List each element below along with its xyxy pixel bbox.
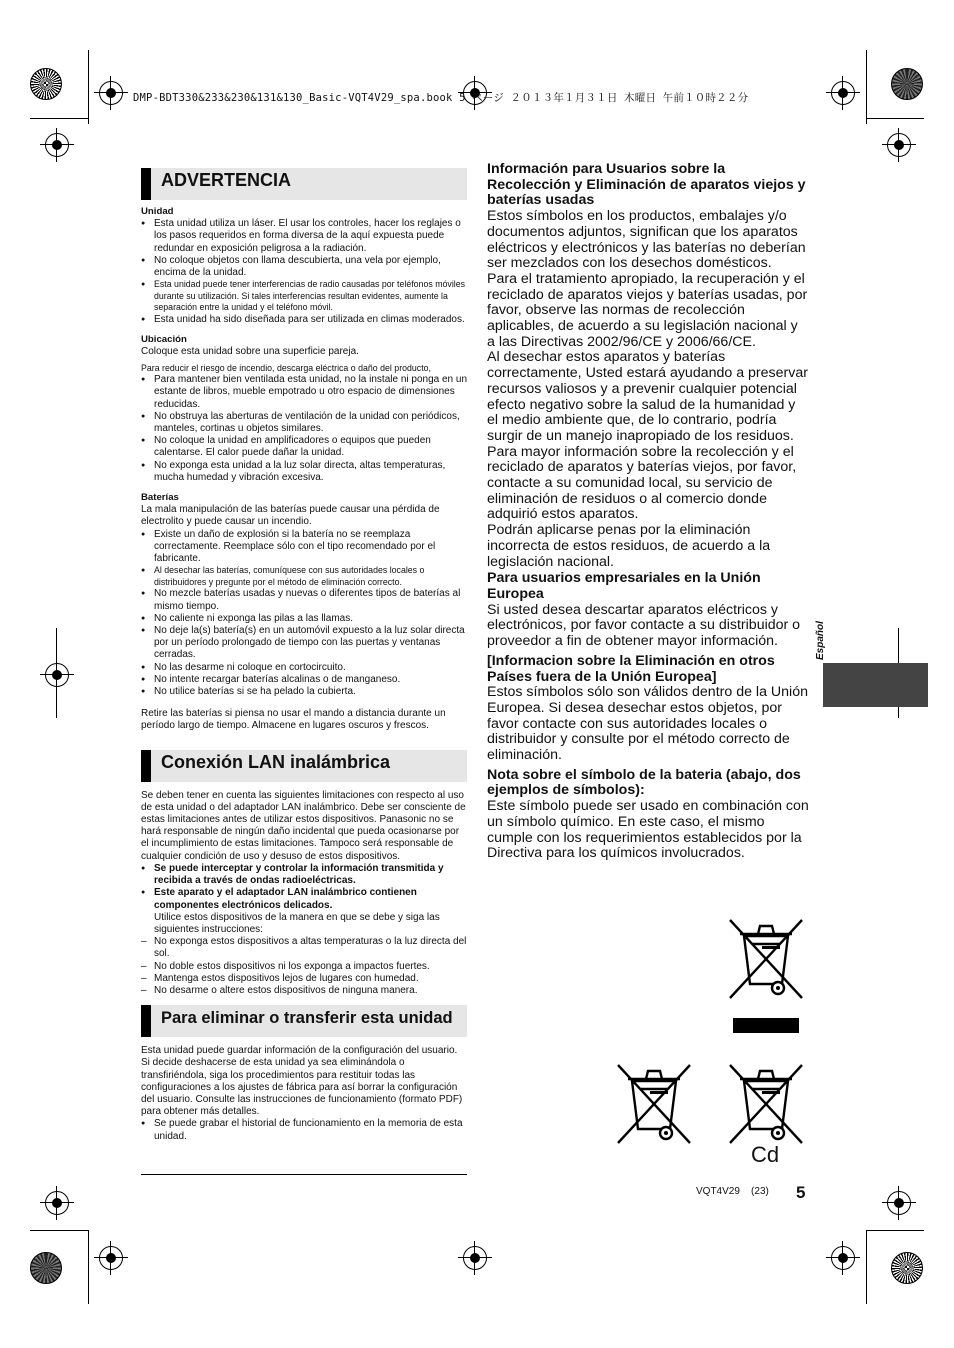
page-ref: (23)	[751, 1186, 769, 1197]
list-item: ● Para mantener bien ventilada esta unidad, no la instale ni ponga en un estante de libros, mueble empotrado u otro espacio de dimensiones reducidas.	[141, 374, 467, 411]
paragraph: Este símbolo puede ser usado en combinación con un símbolo químico. En este caso, el mismo cumple con los requerimientos establecidos por la Directiva para los químicos involucrados.	[487, 798, 809, 862]
list-item-heading: ● Este aparato y el adaptador LAN inalámbrico contienen componentes electrónicos delicados.	[154, 887, 417, 911]
list-item: ● No coloque objetos con llama descubierta, una vela por ejemplo, encima de la unidad.	[141, 255, 467, 279]
crosshair-mark	[458, 1241, 492, 1275]
paragraph: Si usted desea descartar aparatos eléctricos y electrónicos, por favor contacte a su distribuidor o proveedor a fin de obtener mayor información.	[487, 601, 801, 650]
crosshair-mark	[94, 1241, 128, 1275]
list-item: ● Se puede interceptar y controlar la información transmitida y recibida a través de ondas radioeléctricas.	[141, 863, 467, 887]
paragraph: La mala manipulación de las baterías puede causar una pérdida de electrolito y puede causar un incendio.	[141, 504, 440, 528]
unidad-list	[141, 218, 467, 326]
crop-line	[30, 1230, 88, 1231]
list-item: ● No intente recargar baterías alcalinas o de manganeso.	[141, 674, 467, 686]
subheading-baterias: Baterías	[141, 492, 179, 504]
list-item: – No exponga estos dispositivos a altas temperaturas o la luz directa del sol.	[141, 936, 467, 960]
crossed-bin-icon	[612, 1059, 696, 1149]
list-item: ● No las desarme ni coloque en cortocircuito.	[141, 662, 467, 674]
registration-starburst-bl	[30, 1252, 62, 1284]
language-tab	[823, 663, 928, 707]
lan-dash-list	[141, 936, 467, 997]
registration-starburst-tl	[30, 68, 62, 100]
chemical-symbol-cd: Cd	[751, 1142, 780, 1167]
list-item: ● Esta unidad puede tener interferencias de radio causadas por teléfonos móviles durante su utilización. Si tales interferencias resultan evidentes, aumente la separación entre la unidad y el teléfono móvil.	[141, 279, 467, 314]
list-item: ● No mezcle baterías usadas y nuevas o diferentes tipos de baterías al mismo tiempo.	[141, 588, 467, 612]
crop-line	[866, 1230, 924, 1231]
crop-line	[866, 50, 867, 124]
subheading-ubicacion: Ubicación	[141, 334, 187, 346]
crop-line	[88, 1230, 89, 1304]
list-item: ● No utilice baterías si se ha pelado la cubierta.	[141, 686, 467, 698]
paragraph: Para reducir el riesgo de incendio, descarga eléctrica o daño del producto,	[141, 362, 431, 373]
crosshair-mark	[826, 76, 860, 110]
paragraph: Coloque esta unidad sobre una superficie pareja.	[141, 346, 359, 358]
heading: Nota sobre el símbolo de la bateria (abajo, dos ejemplos de símbolos):	[487, 766, 801, 799]
list-item: ● No coloque la unidad en amplificadores o equipos que pueden calentarse. El calor puede dañar la unidad.	[141, 435, 467, 459]
registration-starburst-tr	[891, 68, 923, 100]
list-item: ● Esta unidad utiliza un láser. El usar los controles, hacer los reglajes o los pasos requeridos en forma diversa de la aquí expuesta puede redundar en exposición peligrosa a la radiación.	[141, 218, 467, 255]
right-column	[487, 162, 809, 862]
list-item: ● No caliente ni exponga las pilas a las llamas.	[141, 613, 467, 625]
list-item: – No desarme o altere estos dispositivos de ninguna manera.	[141, 985, 467, 997]
crop-line	[56, 628, 57, 718]
registration-starburst-br	[891, 1252, 923, 1284]
section-title: ADVERTENCIA	[161, 170, 292, 190]
page-number: 5	[796, 1183, 806, 1202]
eliminar-list	[141, 1118, 467, 1142]
list-item-text: Utilice estos dispositivos de la manera en que se debe y siga las siguientes instrucciones:	[154, 911, 440, 935]
crosshair-mark	[826, 1241, 860, 1275]
divider	[141, 1174, 467, 1175]
section-title: Conexión LAN inalámbrica	[161, 751, 391, 772]
crop-line	[30, 118, 88, 119]
crop-line	[866, 118, 924, 119]
ubicacion-list	[141, 374, 467, 484]
paragraph: Para el tratamiento apropiado, la recuperación y el reciclado de aparatos viejos y baterías usadas, por favor, observe las normas de recolección aplicables, de acuerdo a su legislación nacional y a las Directivas 2002/96/CE y 2006/66/CE.	[487, 270, 808, 350]
paragraph: Esta unidad puede guardar información de la configuración del usuario. Si decide deshacerse de esta unidad ya sea eliminándola o transfiriéndola, siga los procedimientos para restituir todas las configuraciones a los ajustes de fábrica para así borrar la configuración del usuario. Consulte las instrucciones de funcionamiento (formato PDF) para obtener más detalles.	[141, 1045, 463, 1118]
paragraph: Estos símbolos sólo son válidos dentro de la Unión Europea. Si desea desechar estos objetos, por favor contacte con sus autoridades locales o distribuidor y consulte por el método correcto de eliminación.	[487, 684, 808, 764]
section-heading-eliminar	[141, 1005, 467, 1037]
paragraph: Retire las baterías si piensa no usar el mando a distancia durante un período largo de tiempo. Almacene en lugares oscuros y frescos.	[141, 708, 446, 732]
section-heading-lan	[141, 750, 467, 782]
left-column	[141, 168, 467, 1143]
baterias-list	[141, 529, 467, 699]
crop-line	[866, 1230, 867, 1304]
list-item: ● No obstruya las aberturas de ventilación de la unidad con periódicos, manteles, cortinas u objetos similares.	[141, 411, 467, 435]
list-item: – Mantenga estos dispositivos lejos de lugares con humedad.	[141, 973, 467, 985]
list-item: ● Al desechar las baterías, comuníquese con sus autoridades locales o distribuidores y pregunte por el método de eliminación correcto.	[141, 565, 467, 588]
crosshair-mark	[40, 1186, 74, 1220]
crossed-bin-icon	[724, 914, 808, 1004]
paragraph: Para mayor información sobre la recolección y el reciclado de aparatos y baterías viejos, por favor, contacte a su comunidad local, su servicio de eliminación de residuos o al comercio donde adquirió estos aparatos.	[487, 443, 797, 523]
weee-black-bar	[733, 1018, 799, 1033]
heading: Para usuarios empresariales en la Unión Europea	[487, 570, 761, 602]
section-title: Para eliminar o transferir esta unidad	[161, 1009, 453, 1028]
crosshair-mark	[40, 658, 74, 692]
heading: [Informacion sobre la Eliminación en otros Países fuera de la Unión Europea]	[487, 652, 775, 685]
crosshair-mark	[40, 128, 74, 162]
lan-list	[141, 863, 467, 936]
file-header: DMP-BDT330&233&230&131&130_Basic-VQT4V29_spa.book 5 ページ ２０１３年１月３１日 木曜日 午前１０時２２分	[133, 92, 749, 104]
paragraph: Se deben tener en cuenta las siguientes limitaciones con respecto al uso de esta unidad o del adaptador LAN inalámbrico. Debe ser consciente de estas limitaciones antes de utilizar estos dispositivos. Panasonic no se hará responsable de ningún daño incidental que pueda ocasionarse por el incumplimiento de estas limitaciones. Tampoco será responsable de cualquier condición de uso y desuso de estos dispositivos.	[141, 789, 466, 862]
list-item: ● Existe un daño de explosión si la batería no se reemplaza correctamente. Reemplace sólo con el tipo recomendado por el fabricante.	[141, 529, 467, 566]
list-item: ● No exponga esta unidad a la luz solar directa, altas temperaturas, mucha humedad y vibración excesiva.	[141, 460, 467, 484]
list-item: ● No deje la(s) batería(s) en un automóvil expuesto a la luz solar directa por un período prolongado de tiempo con las puertas y ventanas cerradas.	[141, 625, 467, 662]
subheading-unidad: Unidad	[141, 206, 174, 217]
footer-code	[696, 1186, 769, 1197]
list-item: ● Esta unidad ha sido diseñada para ser utilizada en climas moderados.	[141, 314, 467, 326]
paragraph: Al desechar estos aparatos y baterías correctamente, Usted estará ayudando a preservar recursos valiosos y a prevenir cualquier potencial efecto negativo sobre la salud de la humanidad y el medio ambiente que, de lo contrario, podría surgir de un manejo inapropiado de los residuos.	[487, 349, 808, 444]
list-item	[141, 887, 467, 936]
paragraph: Podrán aplicarse penas por la eliminación incorrecta de estos residuos, de acuerdo a la legislación nacional.	[487, 522, 771, 570]
list-item: ● Se puede grabar el historial de funcionamiento en la memoria de esta unidad.	[141, 1118, 467, 1142]
list-item: – No doble estos dispositivos ni los exponga a impactos fuertes.	[141, 961, 467, 973]
heading: Información para Usuarios sobre la Recolección y Eliminación de aparatos viejos y baterías usadas	[487, 161, 806, 209]
crossed-bin-icon	[724, 1059, 808, 1149]
crosshair-mark	[882, 1186, 916, 1220]
crop-line	[88, 50, 89, 124]
language-label: Español	[815, 621, 826, 660]
document-code: VQT4V29	[696, 1186, 740, 1197]
crosshair-mark	[94, 76, 128, 110]
section-heading-advertencia	[141, 168, 467, 200]
paragraph: Estos símbolos en los productos, embalajes y/o documentos adjuntos, significan que los aparatos eléctricos y electrónicos y las baterías no deberían ser mezclados con los desechos domésticos.	[487, 208, 806, 272]
crosshair-mark	[882, 128, 916, 162]
